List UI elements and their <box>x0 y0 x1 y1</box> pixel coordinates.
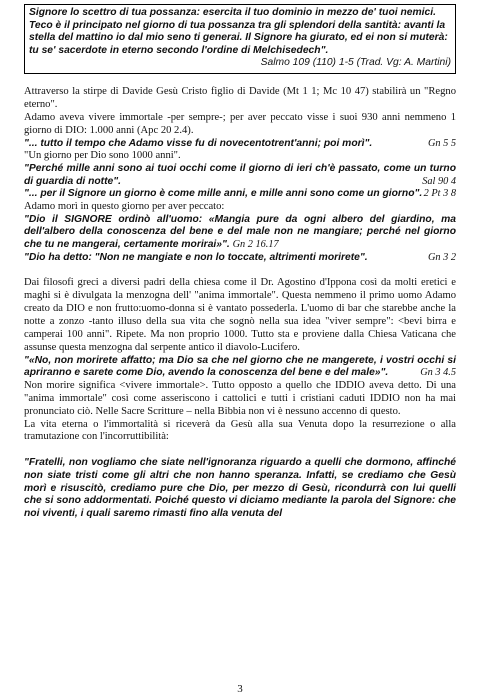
quote-sal-90-4 <box>24 163 456 188</box>
quote-text: "... tutto il tempo che Adamo visse fu di novecentotrent'anni; poi morì". <box>24 137 373 149</box>
psalm-quote-text: Signore lo scettro di tua possanza: esercita il tuo dominio in mezzo de' tuoi nemici. Teco è il principato nel giorno di tua possanza tra gli splendori della santità: avanti la stella del mattino io dal mio seno ti generai. Il Signore ha giurato, ed ei non si muterà: tu se' sacerdote in eterno secondo l'ordine di Melchisedech". <box>29 7 448 56</box>
paragraph-not-dying: Non morire significa <vivere immortale>. Tutto opposto a quello che IDDIO aveva detto. Di una "anima immortale" così come asseriscono i cattolici e tutti i cristiani caduti IDDIO non ha mai pronunciato ciò. Nelle Sacre Scritture – nella Bibbia non vi è nessuno accenno di questo. <box>24 379 456 417</box>
quote-gn-2-16 <box>24 214 456 252</box>
paragraph-one-day: "Un giorno per Dio sono 1000 anni". <box>24 150 181 162</box>
paragraph-lineage: Attraverso la stirpe di Davide Gesù Cristo figlio di Davide (Mt 1 1; Mc 10 47) stabilirà un "Regno eterno". <box>24 85 456 110</box>
quote-thessalonians: "Fratelli, non vogliamo che siate nell'ignoranza riguardo a quelli che dormono, affinché non siate tristi come gli altri che non hanno speranza. Infatti, se crediamo che Gesù morì e risuscitò, crediamo pure che Dio, per mezzo di Gesù, ricondurrà con lui quelli che si sono addormentati. Poiché questo vi diciamo mediante la parola del Signore: che noi viventi, i quali saremo rimasti fino alla venuta del <box>24 457 456 519</box>
paragraph-eternal-life: La vita eterna o l'immortalità si riceverà da Gesù alla sua Venuta dopo la resurrezione o alla tramutazione con l'incorruttibilità: <box>24 418 456 443</box>
paragraph-immortal-soul: Dai filosofi greci a diversi padri della chiesa come il Dr. Agostino d'Ippona così da molti eretici e maghi si è divulgata la menzogna dell' "anima immortale". Questa nemmeno il primo uomo Adamo creato da DIO e non frutto:uomo-donna si è vantato possederla. L'uomo di bar che starebbe anche la notte a zonzo -tanto illuso della sua vita che sognò nella sua idea "viver sempre": <bevi birra e camperai 100 anni". Ripete. Ma non proprio 1000. Tutto sta e proviene dalla Chiesa Vaticana che assunse questa menzogna dal serpente antico il diavolo-Lucifero. <box>24 277 456 353</box>
quote-text: "... per il Signore un giorno è come mille anni, e mille anni sono come un giorno". <box>24 188 423 200</box>
quote-ref: Sal 90 4 <box>422 175 456 187</box>
quote-text: "Dio il SIGNORE ordinò all'uomo: «Mangia pure da ogni albero del giardino, ma dell'albero della conoscenza del bene e del male non ne mangiare; perché nel giorno che tu ne mangerai, certamente morirai»". <box>24 213 456 250</box>
paragraph-adam-930: Adamo aveva vivere immortale -per sempre-; per aver peccato visse i suoi 930 anni nemmeno 1 giorno di DIO: 1.000 anni (Apc 20 2.4). <box>24 111 456 136</box>
quote-ref: 2 Pt 3 8 <box>423 188 456 200</box>
quote-gn-3-4 <box>24 355 456 380</box>
quote-gn-3-2 <box>24 252 456 265</box>
quote-ref: Gn 3 2 <box>427 251 456 263</box>
paragraph-adam-died: Adamo morì in questo giorno per aver peccato: <box>24 200 225 212</box>
quote-ref: Gn 5 5 <box>427 137 456 149</box>
psalm-quote-box <box>24 4 456 74</box>
page-number: 3 <box>237 683 243 696</box>
quote-text: "Perché mille anni sono ai tuoi occhi come il giorno di ieri ch'è passato, come un turno di guardia di notte". <box>24 163 456 187</box>
quote-text: "«No, non morirete affatto; ma Dio sa che nel giorno che ne mangerete, i vostri occhi si apriranno e sarete come Dio, avendo la conoscenza del bene e del male»". <box>24 354 456 379</box>
psalm-citation: Salmo 109 (110) 1-5 (Trad. Vg: A. Martini) <box>260 57 451 69</box>
quote-text: "Dio ha detto: "Non ne mangiate e non lo toccate, altrimenti morirete". <box>24 251 368 263</box>
quote-gn-5-5 <box>24 138 456 151</box>
quote-2pt-3-8 <box>24 188 456 201</box>
quote-ref: Gn 2 16.17 <box>232 238 279 250</box>
quote-ref: Gn 3 4.5 <box>420 367 456 379</box>
